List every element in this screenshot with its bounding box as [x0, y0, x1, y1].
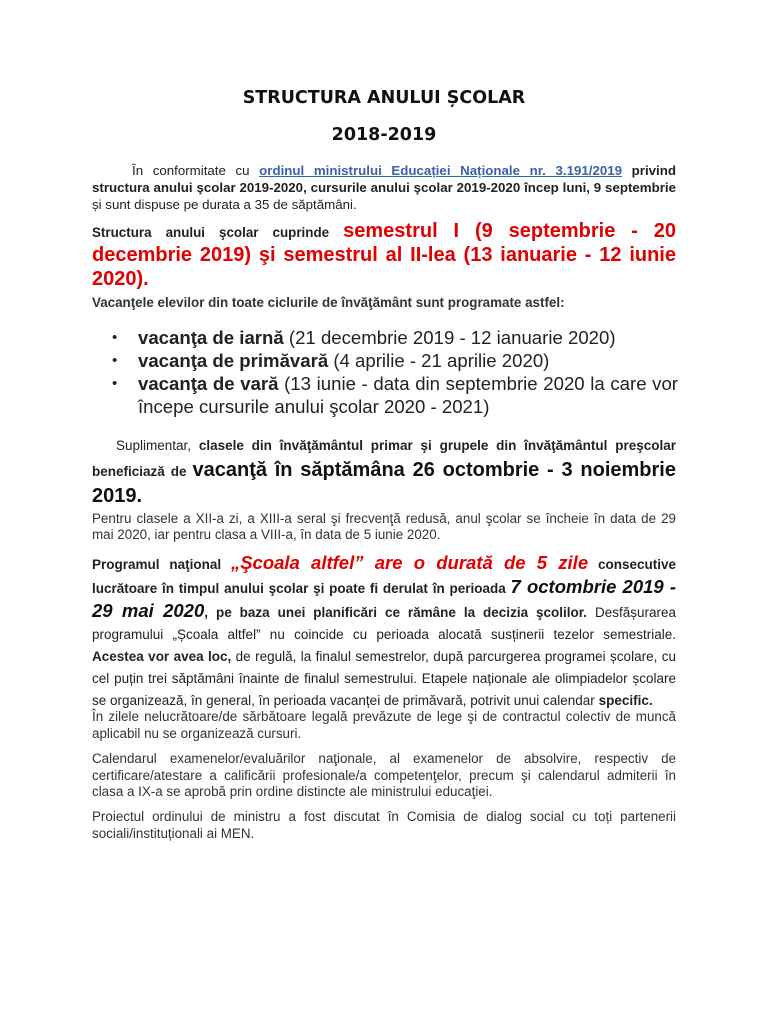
exams-paragraph: Calendarul examenelor/evaluărilor naţionale, al examenelor de absolvire, respectiv de certificare/atestare a calificării profesionale/a competenţelor, precum şi calendarul admiterii în clasa a IX-a se aprobă prin ordine distincte ale ministrului educaţiei.	[92, 751, 676, 799]
semester-dates: semestrul I (9 septembrie - 20 decembrie 2019) şi semestrul al II-lea (13 ianuarie - 12 iunie 2020).	[92, 220, 676, 290]
vacation-period: (21 decembrie 2019 - 12 ianuarie 2020)	[283, 327, 616, 348]
document-title: STRUCTURA ANULUI ȘCOLAR	[242, 88, 526, 108]
holiday-paragraph: În zilele nelucrătoare/de sărbătoare legală prevăzute de lege şi de contractul colectiv de muncă aplicabil nu se organizează cursuri.	[92, 709, 676, 741]
bullet-icon: •	[112, 329, 118, 346]
vacation-name: vacanţa de vară	[138, 373, 279, 394]
extra-lead: Suplimentar,	[116, 438, 199, 453]
ministry-order-link[interactable]: ordinul ministrului Educației Naționale nr. 3.191/2019	[259, 163, 623, 178]
school-year: 2018-2019	[331, 125, 437, 145]
intro-bold: privind structura anului şcolar 2019-2020, cursurile anului şcolar 2019-2020 încep luni, 9 septembrie	[92, 163, 676, 195]
project-paragraph: Proiectul ordinului de ministru a fost discutat în Comisia de dialog social cu toți partenerii sociali/instituționali ai MEN.	[92, 809, 676, 841]
program-period: 7 octombrie 2019 - 29 mai 2020	[92, 576, 676, 621]
semester-paragraph	[92, 220, 676, 292]
bullet-icon: •	[112, 352, 118, 369]
intro-paragraph	[92, 162, 676, 213]
vacation-list	[112, 326, 678, 418]
intro-lead: În conformitate cu	[132, 163, 260, 178]
program-details-rest: de regulă, la finalul semestrelor, după parcurgerea programei școlare, cu cel puțin trei săptămâni înainte de finalul semestrului. Etapele naționale ale olimpiadelor școlare se organizează, în general, în perioada vacanței de primăvară, potrivit unui calendar	[92, 649, 676, 708]
program-lead: Programul naţional	[92, 557, 231, 572]
vacations-intro: Vacanţele elevilor din toate ciclurile de învăţământ sunt programate astfel:	[92, 295, 565, 310]
vacation-period: (13 iunie - data din septembrie 2020 la care vor începe cursurile anului şcolar 2020 - 2021)	[138, 373, 678, 417]
program-details-bold: Acestea vor avea loc,	[92, 649, 232, 664]
list-item	[112, 372, 678, 418]
intro-rest: și sunt dispuse pe durata a 35 de săptămâni.	[92, 197, 357, 212]
extra-dates: vacanţă în săptămâna 26 octombrie - 3 noiembrie 2019.	[92, 459, 676, 507]
program-details: Desfășurarea programului „Școala altfel” nu coincide cu perioada alocată susținerii tezelor semestriale.	[92, 605, 677, 642]
vacation-period: (4 aprilie - 21 aprilie 2020)	[328, 350, 550, 371]
list-item	[112, 349, 678, 372]
program-tail: , pe baza unei planificări ce rămâne la decizia şcolilor.	[204, 605, 588, 620]
bullet-icon: •	[112, 375, 118, 392]
extra-bold: clasele din învăţământul primar şi grupele din învăţământul preşcolar beneficiază de	[92, 438, 676, 479]
semester-lead: Structura anului şcolar cuprinde	[92, 225, 344, 240]
program-details-end: specific.	[598, 693, 653, 708]
program-duration: „Şcoala altfel” are o durată de 5 zile	[230, 552, 589, 573]
vacation-name: vacanţa de primăvară	[138, 350, 329, 371]
graduation-paragraph: Pentru clasele a XII-a zi, a XIII-a seral şi frecvenţă redusă, anul şcolar se încheie în data de 29 mai 2020, iar pentru clasa a VIII-a, în data de 5 iunie 2020.	[92, 511, 676, 542]
list-item	[112, 326, 678, 349]
program-mid: consecutive lucrătoare în timpul anului şcolar şi poate fi derulat în perioada	[92, 557, 676, 596]
extra-vacation-paragraph	[92, 434, 676, 510]
vacation-name: vacanţa de iarnă	[138, 327, 284, 348]
scoala-altfel-paragraph	[92, 552, 676, 712]
